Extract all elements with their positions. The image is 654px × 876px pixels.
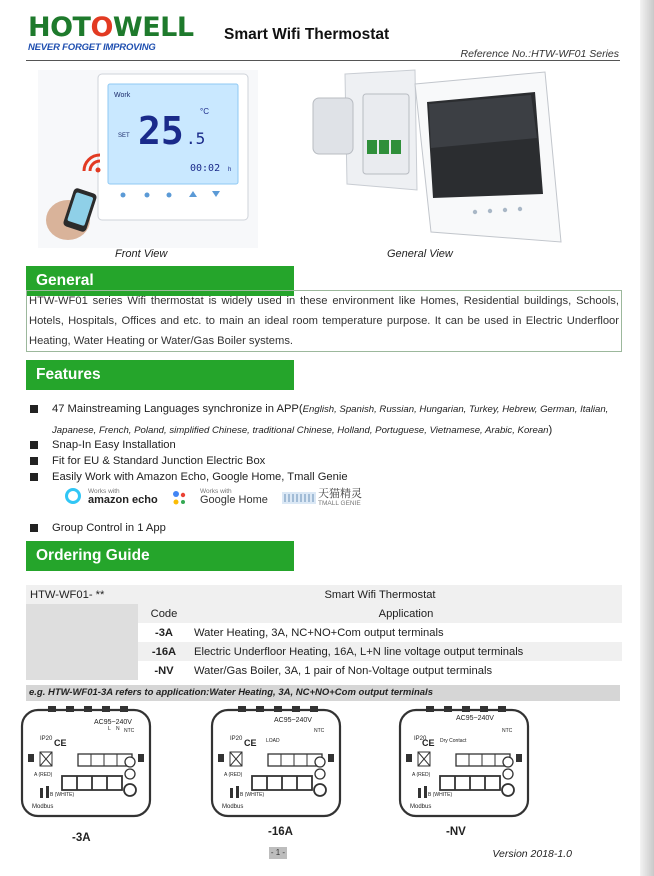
feature-item-snap-in [30,437,620,453]
load-label: LOAD [266,738,280,744]
google-home-logo [200,488,268,506]
l-terminal-label: L [108,726,111,732]
ordering-model-row [26,585,622,604]
brand-logo: HOTOWELL [28,12,194,43]
feature-junction-box-text: Fit for EU & Standard Junction Electric Box [52,455,266,467]
ordering-guide-heading: Ordering Guide [26,541,294,571]
ntc-label: NTC [124,728,135,734]
display-temperature-decimal: .5 [186,129,206,148]
feature-languages-close: ) [548,424,553,436]
order-code-cell: -16A [138,642,190,661]
front-view-caption: Front View [115,248,168,260]
header-divider [26,60,620,61]
feature-snap-in-text: Snap-In Easy Installation [52,439,176,451]
wiring-diagram-3a [22,706,150,816]
voltage-label: AC95~240V [94,719,132,726]
ntc-label: NTC [314,728,325,734]
b-white-label: B (WHITE) [240,792,265,798]
amazon-echo-brand-text: amazon echo [88,494,158,506]
tmall-genie-icon [282,491,316,509]
general-view-caption: General View [387,248,453,260]
display-time-suffix: h [228,167,232,173]
modbus-label: Modbus [410,804,432,810]
code-header-cell: Code [138,604,190,623]
document-version: Version 2018-1.0 [492,848,572,860]
general-view-illustration [305,68,625,248]
order-code-cell: -3A [154,626,174,639]
display-set-label: SET [118,133,130,139]
clock-touch-icon [167,193,172,198]
tmall-genie-small-text: TMALL GENIE [318,500,361,507]
ordering-blank-cell [26,604,138,680]
application-header-cell: Application [190,604,622,623]
amazon-echo-logo [88,488,158,506]
feature-item-group-control [30,520,620,536]
bullet-icon [30,457,38,465]
a-red-label: A (RED) [412,772,431,778]
bullet-icon [30,441,38,449]
menu-touch-icon [121,193,126,198]
feature-languages-list: English, Spanish, Russian, Hungarian, Turkey, Hebrew, German, Italian, Japanese, French, Poland, simplified Chinese, traditional Chinese, Holland, Portuguese, Vietnamese, Arabic, Korean [52,404,609,436]
wiring-diagram-16a [212,706,340,816]
product-name-cell: Smart Wifi Thermostat [138,585,622,604]
ordering-header-row [26,604,622,623]
ce-mark: CE [244,738,257,748]
page-edge-shadow [640,0,654,876]
b-white-label: B (WHITE) [428,792,453,798]
power-touch-icon [145,193,150,198]
wiring-label-3a: -3A [72,832,91,844]
ip-rating-label: IP20 [230,736,243,742]
tmall-genie-logo [318,488,362,507]
google-dots-icon [170,489,188,512]
front-view-photo [38,70,258,248]
feature-languages-text: 47 Mainstreaming Languages synchronize in APP( [52,403,303,415]
wiring-label-nv: -NV [446,826,466,838]
front-view-illustration [38,70,258,248]
bullet-icon [30,524,38,532]
ordering-example-note: e.g. HTW-WF01-3A refers to application:Water Heating, 3A, NC+NO+Com output terminals [26,685,620,701]
b-white-label: B (WHITE) [50,792,75,798]
feature-group-control-text: Group Control in 1 App [52,522,166,534]
ip-rating-label: IP20 [414,736,427,742]
document-title: Smart Wifi Thermostat [224,26,390,43]
general-view-photo [305,68,625,248]
reference-number: Reference No.:HTW-WF01 Series [460,48,619,60]
ip-rating-label: IP20 [40,736,53,742]
wiring-label-16a: -16A [268,826,293,838]
a-red-label: A (RED) [224,772,243,778]
feature-item-languages [30,401,620,441]
amazon-echo-small-text: Works with [88,488,120,495]
general-description: HTW-WF01 series Wifi thermostat is widely used in these environment like Homes, Residential buildings, Schools, Hotels, Hospitals, Offices and etc. to main an ideal room temperature purpose. It can be used in Electric Underfloor Heating, Water Heating or Water/Gas Boiler systems. [26,290,622,352]
bullet-icon [30,405,38,413]
general-heading: General [26,266,294,296]
dry-contact-label: Dry Contact [440,738,467,744]
order-application-cell: Electric Underfloor Heating, 16A, L+N line voltage output terminals [190,642,622,661]
feature-item-junction-box [30,453,620,469]
voltage-label: AC95~240V [456,715,494,722]
voltage-label: AC95~240V [274,717,312,724]
alexa-ring-icon [65,488,81,504]
modbus-label: Modbus [32,804,54,810]
order-application-cell: Water Heating, 3A, NC+NO+Com output terminals [194,626,444,639]
smartphone-hand-icon [46,187,98,240]
model-code-cell: HTW-WF01- ** [26,585,138,604]
tmall-genie-brand-text: 天猫精灵 [318,488,362,500]
feature-voice-assistants-text: Easily Work with Amazon Echo, Google Home, Tmall Genie [52,471,348,483]
bullet-icon [30,473,38,481]
ce-mark: CE [422,738,435,748]
ntc-label: NTC [502,728,513,734]
display-time: 00:02 [190,163,221,174]
wiring-diagrams [20,704,620,822]
wiring-diagram-nv [400,706,528,816]
n-terminal-label: N [116,726,120,732]
google-home-brand-text: Google Home [200,494,268,506]
order-application-cell: Water/Gas Boiler, 3A, 1 pair of Non-Voltage output terminals [194,664,493,677]
ordering-table [26,585,622,680]
modbus-label: Modbus [222,804,244,810]
a-red-label: A (RED) [34,772,53,778]
ce-mark: CE [54,738,67,748]
display-unit: °C [200,107,209,116]
brand-tagline: NEVER FORGET IMPROVING [28,42,156,53]
display-temperature: 25 [138,109,184,153]
google-home-small-text: Works with [200,488,232,495]
display-mode: Work [114,92,131,99]
page-number: - 1 - [270,848,286,857]
order-code-cell: -NV [154,664,174,677]
features-heading: Features [26,360,294,390]
feature-item-voice-assistants [30,469,620,485]
